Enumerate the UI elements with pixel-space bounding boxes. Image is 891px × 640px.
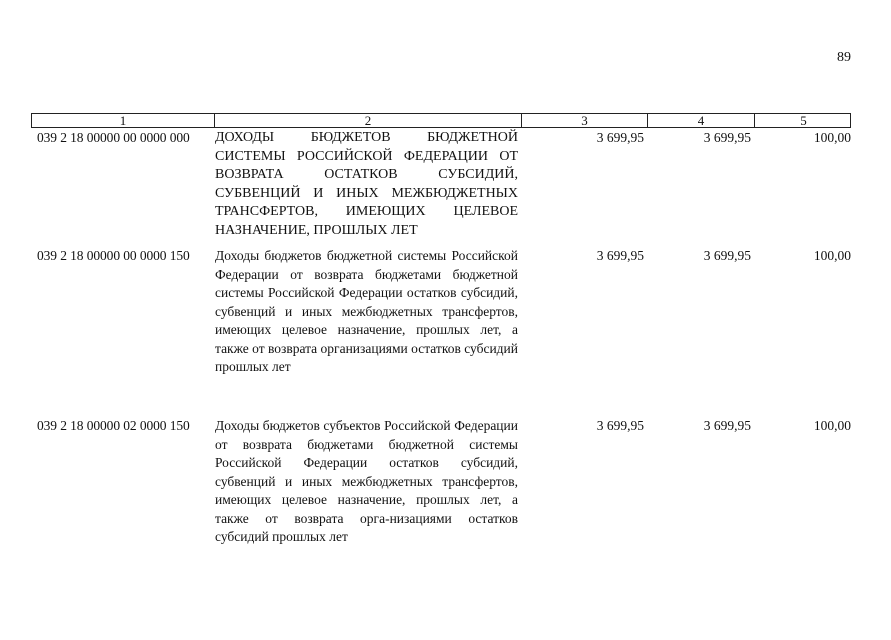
value-col5: 100,00 — [813, 418, 851, 433]
value-col4: 3 699,95 — [703, 248, 751, 263]
income-code: 039 2 18 00000 00 0000 000 — [37, 130, 190, 145]
value-col3: 3 699,95 — [596, 248, 644, 263]
table-row — [31, 247, 851, 377]
page-number: 89 — [837, 50, 851, 65]
value-col5: 100,00 — [813, 130, 851, 145]
value-col4: 3 699,95 — [703, 418, 751, 433]
column-header-2: 2 — [214, 114, 521, 127]
column-header-4: 4 — [647, 114, 754, 127]
value-col5: 100,00 — [813, 248, 851, 263]
income-code: 039 2 18 00000 00 0000 150 — [37, 248, 190, 263]
column-header-1: 1 — [119, 113, 127, 128]
value-col4: 3 699,95 — [703, 130, 751, 145]
column-header-5: 5 — [754, 114, 852, 127]
table-row — [31, 417, 851, 547]
income-description: ДОХОДЫ БЮДЖЕТОВ БЮДЖЕТНОЙ СИСТЕМЫ РОССИЙСКОЙ ФЕДЕРАЦИИ ОТ ВОЗВРАТА ОСТАТКОВ СУБСИДИЙ, СУБВЕНЦИЙ И ИНЫХ МЕЖБЮДЖЕТНЫХ ТРАНСФЕРТОВ, ИМЕЮЩИХ ЦЕЛЕВОЕ НАЗНАЧЕНИЕ, ПРОШЛЫХ ЛЕТ — [215, 130, 518, 238]
value-col3: 3 699,95 — [596, 418, 644, 433]
income-description: Доходы бюджетов бюджетной системы Российской Федерации от возврата бюджетами бюджетной системы Российской Федерации остатков субсидий, субвенций и иных межбюджетных трансфертов, имеющих целевое назначение, прошлых лет, а также от возврата организациями остатков субсидий прошлых лет — [215, 248, 518, 374]
table-header — [31, 113, 851, 128]
value-col3: 3 699,95 — [596, 130, 644, 145]
column-header-3: 3 — [521, 114, 647, 127]
income-code: 039 2 18 00000 02 0000 150 — [37, 418, 190, 433]
income-description: Доходы бюджетов субъектов Российской Федерации от возврата бюджетами бюджетной системы Российской Федерации остатков субсидий, субвенций и иных межбюджетных трансфертов, имеющих целевое назначение, прошлых лет, а также от возврата орга-низациями остатков субсидий прошлых лет — [215, 418, 518, 544]
table-row — [31, 129, 851, 240]
